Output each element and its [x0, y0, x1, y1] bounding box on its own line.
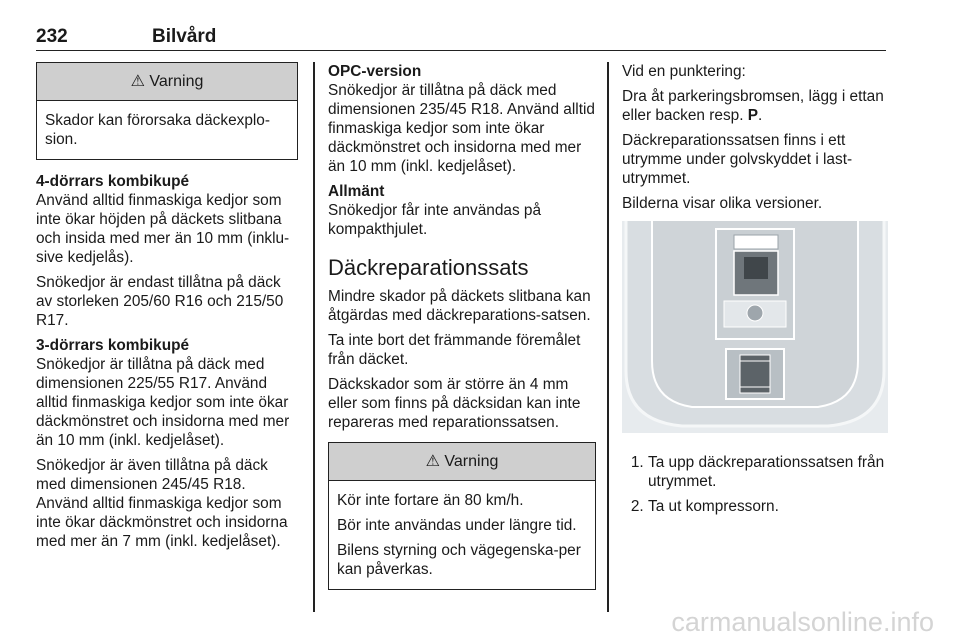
warning-text: Skador kan förorsaka däckexplo-sion. — [45, 112, 270, 148]
warning-triangle-icon: ⚠ — [130, 73, 145, 90]
paragraph: Snökedjor är endast tillåtna på däck av storleken 205/60 R16 och 215/50 R17. — [36, 274, 284, 329]
subheading-3-door: 3-dörrars kombikupé — [36, 337, 190, 354]
steps-list — [622, 453, 888, 516]
text-run: . — [758, 107, 763, 124]
warning-header — [37, 63, 297, 101]
tire-repair-kit-illustration — [622, 221, 888, 433]
column-1 — [36, 62, 298, 557]
gear-p-label: P — [747, 107, 759, 124]
paragraph: Bilderna visar olika versioner. — [622, 195, 823, 212]
warning-triangle-icon: ⚠ — [425, 453, 440, 470]
warning-label: Varning — [149, 73, 204, 90]
warning-box-2 — [328, 442, 596, 590]
watermark: carmanualsonline.info — [671, 607, 934, 637]
illustration-svg — [622, 221, 888, 433]
paragraph: Mindre skador på däckets slitbana kan åtgärdas med däckreparations-satsen. — [328, 288, 591, 324]
page-header — [36, 24, 886, 51]
warning-label: Varning — [444, 453, 499, 470]
paragraph: Snökedjor är även tillåtna på däck med dimensionen 245/45 R18. Använd alltid finmaskiga kedjor som inte ökar däckmönstret och insidorna med mer än 7 mm (inkl. kedjelåset). — [36, 457, 288, 550]
paragraph: Snökedjor får inte användas på kompakthjulet. — [328, 202, 542, 238]
paragraph — [622, 87, 888, 125]
subheading-4-door: 4-dörrars kombikupé — [36, 173, 190, 190]
warning-body — [37, 101, 297, 159]
text-run: Dra åt parkeringsbromsen, lägg i ettan eller backen resp. — [622, 88, 884, 124]
step-item: 2. Ta ut kompressorn. — [648, 497, 888, 516]
column-3 — [622, 62, 888, 522]
paragraph: Däckreparationssatsen finns i ett utrymme under golvskyddet i last-utrymmet. — [622, 132, 853, 187]
paragraph: Använd alltid finmaskiga kedjor som inte ökar höjden på däckets slitbana och insida med mer än 10 mm (inklu-sive kedjelås). — [36, 192, 290, 266]
paragraph: Snökedjor är tillåtna på däck med dimensionen 235/45 R18. Använd alltid finmaskiga kedjor som inte ökar däckmönstret och insidorna med mer än 10 mm (inkl. kedjelåset). — [328, 82, 595, 175]
page-number: 232 — [36, 26, 68, 47]
warning-header — [329, 443, 595, 481]
paragraph: Däckskador som är större än 4 mm eller som finns på däcksidan kan inte repareras med reparationssatsen. — [328, 376, 581, 431]
warning-body — [329, 481, 595, 589]
column-divider-1 — [313, 62, 315, 612]
subheading-general: Allmänt — [328, 183, 385, 200]
chapter-title: Bilvård — [152, 26, 217, 47]
warning-item: Bör inte användas under längre tid. — [337, 517, 577, 534]
section-title: Däckreparationssats — [328, 255, 529, 280]
subheading-opc: OPC-version — [328, 63, 422, 80]
paragraph: Snökedjor är tillåtna på däck med dimensionen 225/55 R17. Använd alltid finmaskiga kedjor som inte ökar däckmönstret och insidorna med mer än 10 mm (inkl. kedjelåset). — [36, 356, 290, 449]
paragraph: Ta inte bort det främmande föremålet från däcket. — [328, 332, 581, 368]
step-item: 1. Ta upp däckreparationssatsen från utrymmet. — [648, 453, 888, 491]
warning-item: Bilens styrning och vägegenska-per kan påverkas. — [337, 542, 581, 578]
paragraph: Vid en punktering: — [622, 63, 746, 80]
column-divider-2 — [607, 62, 609, 612]
warning-box-1 — [36, 62, 298, 160]
warning-item: Kör inte fortare än 80 km/h. — [337, 492, 524, 509]
column-2 — [328, 62, 596, 602]
